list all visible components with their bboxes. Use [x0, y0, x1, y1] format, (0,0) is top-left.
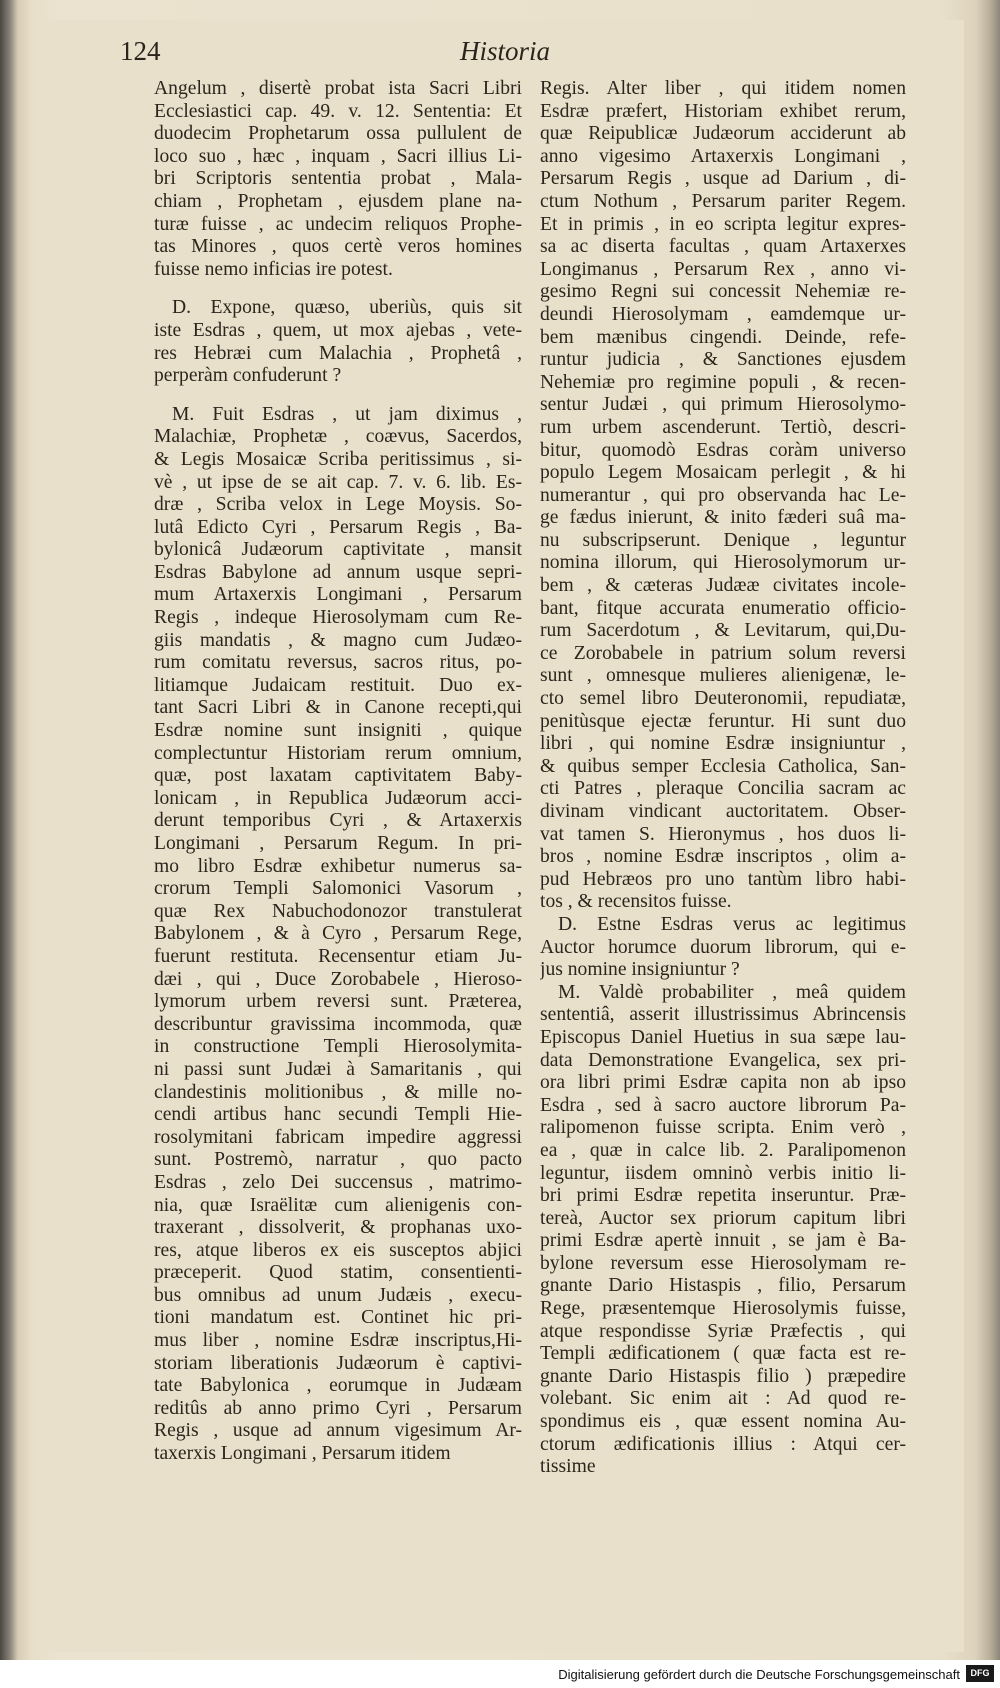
- text-line: cendi artibus hanc secundi Templi Hie-: [154, 1104, 522, 1126]
- text-line: sententiâ, asserit illustrissimus Abrincensis: [540, 1004, 906, 1026]
- text-line: clandestinis molitionibus , & mille no-: [154, 1081, 522, 1103]
- text-line: crorum Templi Salomonici Vasorum ,: [154, 878, 522, 900]
- text-line: & quibus semper Ecclesia Catholica, San-: [540, 755, 906, 777]
- text-line: lutâ Edicto Cyri , Persarum Regis , Ba-: [154, 516, 522, 538]
- text-line: dæi , qui , Duce Zorobabele , Hieroso-: [154, 968, 522, 990]
- text-line: Esdra , sed à sacro auctore librorum Pa-: [540, 1094, 906, 1116]
- text-line: lonicam , in Republica Judæorum acci-: [154, 787, 522, 809]
- text-line: populo Legem Mosaicam perlegit , & hi: [540, 462, 906, 484]
- text-line: describuntur gravissima incommoda, quæ: [154, 1013, 522, 1035]
- text-line: chiam , Prophetam , ejusdem plane na-: [154, 190, 522, 212]
- text-line: Regis , indeque Hierosolymam cum Re-: [154, 607, 522, 629]
- text-line: ge fædus inierunt, & inito fæderi suâ ma-: [540, 507, 906, 529]
- text-line: Regis. Alter liber , qui itidem nomen: [540, 78, 906, 99]
- paragraph-gap: [154, 388, 522, 404]
- text-line: gnante Dario Histaspis , filio, Persarum: [540, 1275, 906, 1297]
- text-line: cti Patres , pleraque Concilia sacram ac: [540, 778, 906, 800]
- text-line: fuerunt restituta. Recensentur etiam Ju-: [154, 945, 522, 967]
- text-line: Esdræ nomine sunt insigniti , quique: [154, 720, 522, 742]
- text-line: tioni mandatum est. Continet hic pri-: [154, 1307, 522, 1329]
- text-line: Ecclesiastici cap. 49. v. 12. Sententia: Et: [154, 100, 522, 122]
- text-line: bros , nomine Esdræ inscriptos , olim a-: [540, 846, 906, 868]
- text-line: ni passi sunt Judæi à Samaritanis , qui: [154, 1058, 522, 1080]
- text-line: Nehemiæ pro regimine populi , & recen-: [540, 371, 906, 393]
- text-line: res Hebræi cum Malachia , Prophetâ ,: [154, 342, 522, 364]
- text-line: ralipomenon fuisse scripta. Enim verò ,: [540, 1117, 906, 1139]
- footer-text: Digitalisierung gefördert durch die Deutsche Forschungsgemeinschaft: [558, 1667, 960, 1682]
- text-line: ora libri primi Esdræ capita non ab ipso: [540, 1072, 906, 1094]
- text-line: sentur Judæi , qui primum Hierosolymo-: [540, 394, 906, 416]
- text-line: vat tamen S. Hieronymus , hos duos li-: [540, 823, 906, 845]
- text-line: quæ, post laxatam captivitatem Baby-: [154, 765, 522, 787]
- text-line: gnante Dario Histaspis filio ) præpedire: [540, 1365, 906, 1387]
- text-line: tos , & recensitos fuisse.: [540, 891, 732, 913]
- running-head: Historia: [460, 36, 551, 66]
- text-line: complectuntur Historiam rerum omnium,: [154, 742, 522, 764]
- text-line: ea , quæ in calce lib. 2. Paralipomenon: [540, 1139, 906, 1161]
- text-line: fuisse nemo inficias ire potest.: [154, 258, 393, 280]
- text-line: cto semel libro Deuteronomii, repudiatæ,: [540, 688, 906, 710]
- text-line: nomina illorum, qui Hierosolymorum ur-: [540, 552, 906, 574]
- text-line: bem , & cæteras Judææ civitates incole-: [540, 575, 906, 597]
- text-line: turæ fuisse , ac undecim reliquos Prophe-: [154, 213, 522, 235]
- text-line: Et in primis , in eo scripta legitur expres-: [540, 213, 906, 235]
- text-line: Rege, præsentemque Hierosolymis fuisse,: [540, 1298, 906, 1320]
- text-line: nu subscripserunt. Denique , leguntur: [540, 529, 906, 551]
- text-line: ce Zorobabele in patrium solum reversi: [540, 642, 906, 664]
- text-line: pud Hebræos pro uno tantùm libro habi-: [540, 868, 906, 890]
- text-line: nia, quæ Israëlitæ cum alienigenis con-: [154, 1194, 522, 1216]
- text-line: spondimus eis , quæ essent nomina Au-: [540, 1411, 906, 1433]
- text-line: in constructione Templi Hierosolymita-: [154, 1036, 522, 1058]
- text-line: reditûs ab anno primo Cyri , Persarum: [154, 1397, 522, 1419]
- text-line: libri , qui nomine Esdræ insigniuntur ,: [540, 733, 906, 755]
- text-line: Esdras Babylone ad annum usque sepri-: [154, 561, 522, 583]
- text-line: tate Babylonica , eorumque in Judæam: [154, 1375, 522, 1397]
- text-line: Esdras , zelo Dei succensus , matrimo-: [154, 1171, 522, 1193]
- text-line: leguntur, iisdem omninò verbis initio li-: [540, 1162, 906, 1184]
- text-line: numerantur , qui pro observanda hac Le-: [540, 484, 906, 506]
- text-line: bus omnibus ad unum Judæis , execu-: [154, 1284, 522, 1306]
- text-line: jus nomine insigniuntur ?: [540, 959, 740, 981]
- text-line: duodecim Prophetarum ossa pullulent de: [154, 123, 522, 145]
- digitization-footer: [0, 1660, 1000, 1688]
- page-header: [120, 36, 570, 76]
- text-line: perperàm confuderunt ?: [154, 365, 342, 387]
- right-column: [540, 78, 906, 1479]
- text-line: atque respondisse Syriæ Præfectis , qui: [540, 1320, 906, 1342]
- text-line: Auctor horumce duorum librorum, qui e-: [540, 936, 906, 958]
- text-line: bem mænibus cingendi. Deinde, refe-: [540, 326, 906, 348]
- text-line: M. Valdè probabiliter , meâ quidem: [558, 981, 906, 1003]
- text-line: & Legis Mosaicæ Scriba peritissimus , si-: [154, 448, 522, 470]
- text-line: Malachiæ, Prophetæ , coævus, Sacerdos,: [154, 426, 522, 448]
- text-line: Persarum Regis , usque ad Darium , di-: [540, 168, 906, 190]
- text-line: quæ Reipublicæ Judæorum acciderunt ab: [540, 123, 906, 145]
- text-line: ctum Nothum , Persarum pariter Regem.: [540, 190, 906, 212]
- text-line: deundi Hierosolymam , eamdemque ur-: [540, 303, 906, 325]
- text-line: tereà, Auctor sex priorum capitum libri: [540, 1207, 906, 1229]
- text-line: D. Expone, quæso, uberiùs, quis sit: [172, 297, 522, 319]
- text-line: mus liber , nomine Esdræ inscriptus,Hi-: [154, 1330, 522, 1352]
- text-line: tant Sacri Libri & in Canone recepti,qui: [154, 697, 522, 719]
- text-line: bylonicâ Judæorum captivitate , mansit: [154, 539, 522, 561]
- page-number: 124: [120, 36, 161, 66]
- text-line: lymorum urbem reversi sunt. Præterea,: [154, 991, 522, 1013]
- text-line: iste Esdras , quem, ut mox ajebas , vete-: [154, 319, 522, 341]
- text-line: derunt temporibus Cyri , & Artaxerxis: [154, 810, 522, 832]
- text-line: bylone reversum esse Hierosolymam re-: [540, 1252, 906, 1274]
- text-line: mo libro Esdræ exhibetur numerus sa-: [154, 855, 522, 877]
- text-line: M. Fuit Esdras , ut jam diximus ,: [172, 403, 522, 425]
- text-line: bitur, quomodò Esdras coràm universo: [540, 439, 906, 461]
- text-line: rosolymitani fabricam impedire aggressi: [154, 1126, 522, 1148]
- text-line: tas Minores , quos certè veros homines: [154, 236, 522, 258]
- text-line: mum Artaxerxis Longimani , Persarum: [154, 584, 522, 606]
- text-line: divinam vindicant auctoritatem. Obser-: [540, 801, 906, 822]
- text-line: anno vigesimo Artaxerxis Longimani ,: [540, 145, 906, 167]
- text-line: Episcopus Daniel Huetius in sua sæpe lau-: [540, 1026, 906, 1048]
- text-line: storiam liberationis Judæorum è captivi-: [154, 1352, 522, 1374]
- text-line: primi Esdræ apertè innuit , se jam è Ba-: [540, 1230, 906, 1252]
- text-line: bant, fitque accurata enumeratio officio-: [540, 597, 906, 619]
- text-line: giis mandatis , & magno cum Judæo-: [154, 629, 522, 651]
- text-line: vè , ut ipse de se ait cap. 7. v. 6. lib. Es-: [154, 471, 522, 493]
- text-line: præceperit. Quod statim, consentienti-: [154, 1262, 522, 1284]
- text-line: quæ Rex Nabuchodonozor transtulerat: [154, 900, 522, 922]
- text-line: res, atque liberos ex eis susceptos abjici: [154, 1239, 522, 1261]
- text-line: runtur judicia , & Sanctiones ejusdem: [540, 349, 906, 371]
- text-line: Angelum , disertè probat ista Sacri Libri: [154, 78, 522, 99]
- text-line: dræ , Scriba velox in Lege Moysis. So-: [154, 494, 522, 516]
- text-line: tissime: [540, 1456, 596, 1478]
- text-line: Longimanus , Persarum Rex , anno vi-: [540, 258, 906, 280]
- text-line: gesimo Regni sui concessit Nehemiæ re-: [540, 281, 906, 303]
- text-line: loco suo , hæc , inquam , Sacri illius Li-: [154, 145, 522, 167]
- text-line: sa ac diserta facultas , quam Artaxerxes: [540, 236, 906, 258]
- text-line: ctorum ædificationis illius : Atqui cer-: [540, 1433, 906, 1455]
- text-line: data Demonstratione Evangelica, sex pri-: [540, 1049, 906, 1071]
- text-line: penitùsque ejectæ feruntur. Hi sunt duo: [540, 710, 906, 732]
- text-line: sunt , omnesque mulieres alienigenæ, le-: [540, 665, 906, 687]
- text-line: Regis , usque ad annum vigesimum Ar-: [154, 1420, 522, 1442]
- text-line: volebant. Sic enim ait : Ad quod re-: [540, 1388, 906, 1410]
- text-line: Templi ædificationem ( quæ facta est re-: [540, 1343, 906, 1365]
- text-line: taxerxis Longimani , Persarum itidem: [154, 1443, 451, 1465]
- text-line: Esdræ præfert, Historiam exhibet rerum,: [540, 100, 906, 122]
- paragraph-gap: [154, 281, 522, 297]
- text-line: traxerant , dissolverit, & prophanas uxo-: [154, 1217, 522, 1239]
- text-line: D. Estne Esdras verus ac legitimus: [558, 913, 906, 935]
- text-line: Longimani , Persarum Regum. In pri-: [154, 833, 522, 854]
- text-line: rum comitatu reversus, sacros ritus, po-: [154, 652, 522, 674]
- text-line: rum Sacerdotum , & Levitarum, qui,Du-: [540, 620, 906, 642]
- left-column: [154, 78, 522, 1466]
- text-line: litiamque Judaicam restituit. Duo ex-: [154, 674, 522, 696]
- text-line: sunt. Postremò, narratur , quo pacto: [154, 1149, 522, 1171]
- dfg-logo: DFG: [966, 1665, 994, 1682]
- text-line: bri Scriptoris sententia probat , Mala-: [154, 168, 522, 190]
- text-line: Babylonem , & à Cyro , Persarum Rege,: [154, 923, 522, 945]
- text-line: bri primi Esdræ repetita inseruntur. Præ-: [540, 1185, 906, 1207]
- text-line: rum urbem ascenderunt. Tertiò, descri-: [540, 416, 906, 438]
